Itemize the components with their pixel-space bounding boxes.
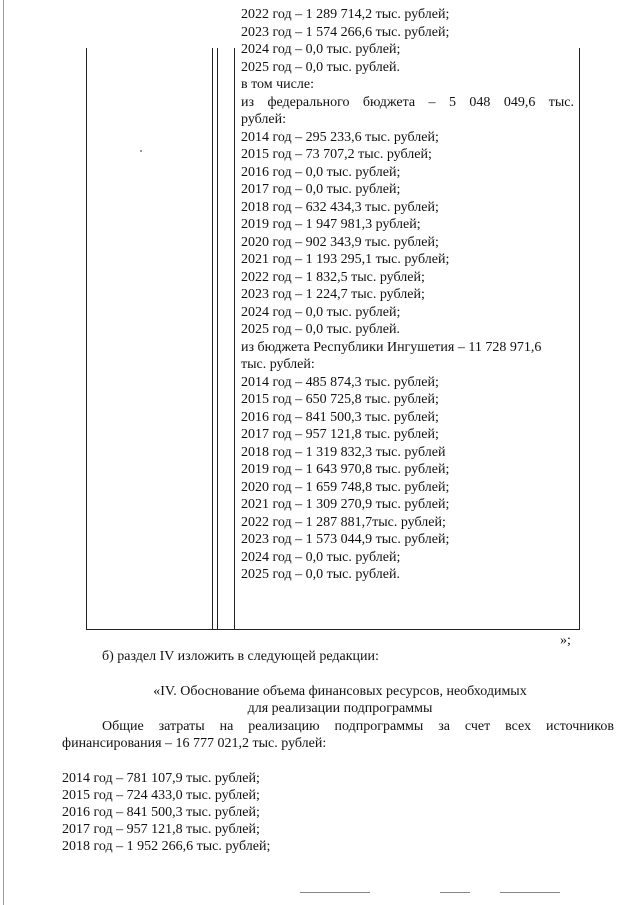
table-line: 2020 год – 902 343,9 тыс. рублей;: [241, 234, 439, 250]
table-line: 2022 год – 1 832,5 тыс. рублей;: [241, 269, 425, 285]
item-b-text: б) раздел IV изложить в следующей редакции:: [102, 649, 379, 664]
table-line: 2016 год – 841 500,3 тыс. рублей;: [241, 409, 439, 425]
section-title-line-1: «IV. Обоснование объема финансовых ресурсов, необходимых: [153, 684, 527, 699]
table-line: 2018 год – 1 319 832,3 тыс. рублей: [241, 444, 446, 460]
table-line: 2023 год – 1 574 266,6 тыс. рублей;: [241, 24, 450, 40]
table-line: 2016 год – 0,0 тыс. рублей;: [241, 164, 401, 180]
year-line: 2016 год – 841 500,3 тыс. рублей;: [62, 805, 260, 820]
table-line: 2024 год – 0,0 тыс. рублей;: [241, 42, 401, 57]
table-line: 2017 год – 957 121,8 тыс. рублей;: [241, 427, 439, 442]
table-line: 2025 год – 0,0 тыс. рублей.: [241, 567, 400, 582]
year-line: 2015 год – 724 433,0 тыс. рублей;: [62, 788, 260, 803]
scan-artifacts: [300, 892, 600, 894]
table-border-left: [86, 48, 87, 630]
table-line: 2020 год – 1 659 748,8 тыс. рублей;: [241, 479, 450, 495]
table-border-col1: [212, 48, 213, 630]
table-border-right: [579, 48, 580, 630]
table-line: 2014 год – 485 874,3 тыс. рублей;: [241, 374, 439, 390]
table-line: 2021 год – 1 309 270,9 тыс. рублей;: [241, 497, 450, 512]
table-line: 2015 год – 73 707,2 тыс. рублей;: [241, 147, 432, 162]
table-line: 2019 год – 1 643 970,8 тыс. рублей;: [241, 462, 450, 477]
paragraph-line-1: Общие затраты на реализацию подпрограммы за счет всех источников: [102, 719, 614, 734]
table-close-quote: »;: [560, 633, 571, 648]
year-line: 2014 год – 781 107,9 тыс. рублей;: [62, 771, 260, 786]
table-line: 2023 год – 1 573 044,9 тыс. рублей;: [241, 532, 450, 547]
table-line: тыс. рублей:: [241, 357, 315, 372]
table-line: 2018 год – 632 434,3 тыс. рублей;: [241, 199, 439, 215]
section-title-line-2: для реализации подпрограммы: [247, 701, 433, 716]
table-line: 2024 год – 0,0 тыс. рублей;: [241, 304, 401, 320]
table-line: 2022 год – 1 287 881,7тыс. рублей;: [241, 514, 446, 530]
table-border-col3: [234, 48, 235, 630]
table-line: в том числе:: [241, 77, 314, 92]
table-line: из федерального бюджета – 5 048 049,6 тыс.: [241, 94, 574, 110]
table-line: 2025 год – 0,0 тыс. рублей.: [241, 322, 400, 337]
table-line: 2019 год – 1 947 981,3 рублей;: [241, 217, 421, 232]
table-line: 2022 год – 1 289 714,2 тыс. рублей;: [241, 7, 450, 22]
year-line: 2018 год – 1 952 266,6 тыс. рублей;: [62, 839, 271, 854]
table-line: 2025 год – 0,0 тыс. рублей.: [241, 59, 400, 75]
table-line: 2014 год – 295 233,6 тыс. рублей;: [241, 129, 439, 145]
page-edge-line: [3, 0, 4, 905]
table-line: из бюджета Республики Ингушетия – 11 728 971,6: [241, 339, 542, 355]
table-line: 2017 год – 0,0 тыс. рублей;: [241, 182, 401, 197]
table-line: 2023 год – 1 224,7 тыс. рублей;: [241, 287, 425, 302]
table-line: рублей:: [241, 112, 286, 127]
scan-speck: [140, 150, 142, 152]
year-line: 2017 год – 957 121,8 тыс. рублей;: [62, 822, 260, 837]
funding-cell: [241, 6, 574, 584]
table-line: 2021 год – 1 193 295,1 тыс. рублей;: [241, 252, 450, 267]
table-line: 2015 год – 650 725,8 тыс. рублей;: [241, 392, 439, 407]
table-border-bottom: [86, 629, 580, 630]
table-line: 2024 год – 0,0 тыс. рублей;: [241, 549, 401, 565]
paragraph-line-2: финансирования – 16 777 021,2 тыс. рублей:: [62, 736, 327, 751]
table-border-col2: [217, 48, 218, 630]
